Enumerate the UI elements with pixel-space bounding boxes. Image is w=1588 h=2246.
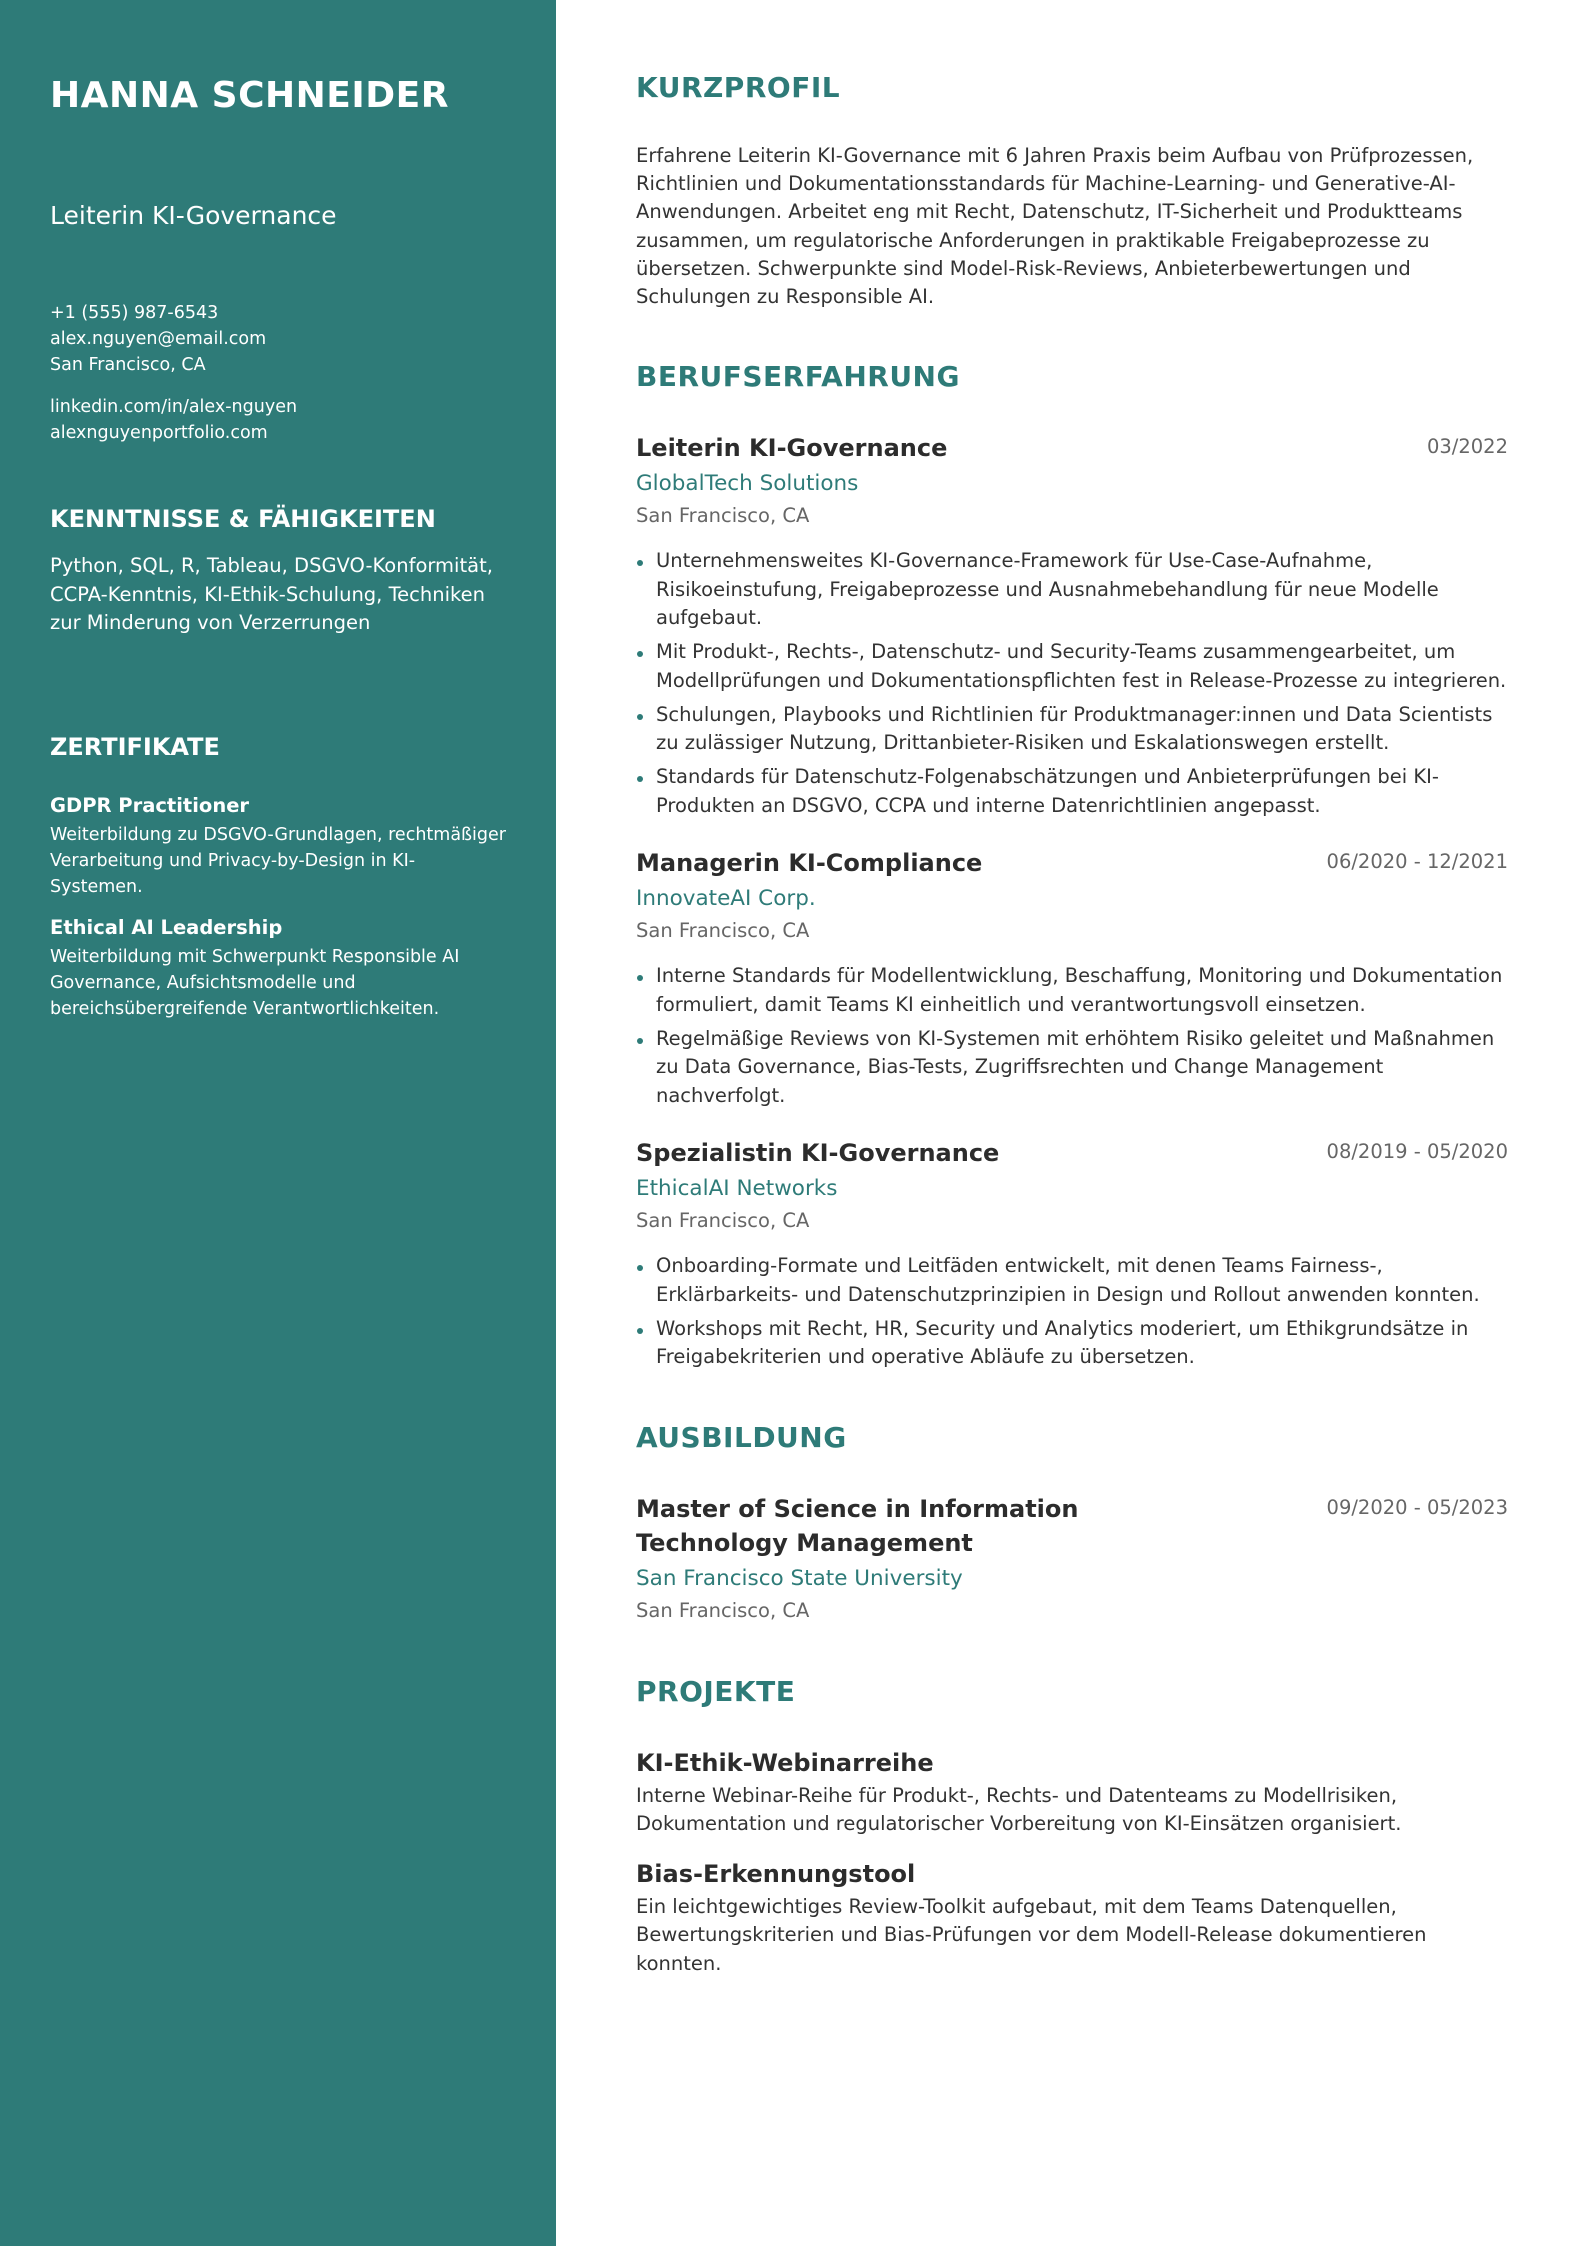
company-name: EthicalAI Networks [636, 1176, 838, 1202]
certificate-item [50, 914, 506, 1022]
experience-entry [636, 1136, 1508, 1372]
job-date: 08/2019 - 05/2020 [1326, 1140, 1508, 1164]
projects-heading: PROJEKTE [636, 1674, 796, 1708]
summary-text: Erfahrene Leiterin KI-Governance mit 6 Jahren Praxis beim Aufbau von Prüfprozessen, Richtlinien und Dokumentationsstandards für Machine-Learning- und Generative-AI-Anwendungen. Arbeitet eng mit Recht, Datenschutz, IT-Sicherheit und Produktteams zusammen, um regulatorische Anforderungen in praktikable Freigabeprozesse zu übersetzen. Schwerpunkte sind Model-Risk-Reviews, Anbieterbewertungen und Schulungen zu Responsible AI. [636, 144, 1474, 309]
project-description: Interne Webinar-Reihe für Produkt-, Rechts- und Datenteams zu Modellrisiken, Dokumentation und regulatorischer Vorbereitung von KI-Einsätzen organisiert. [636, 1783, 1402, 1836]
job-location: San Francisco, CA [636, 1209, 810, 1233]
job-bullets [636, 962, 1508, 1110]
certificate-item [50, 792, 506, 900]
experience-section [636, 359, 1508, 1372]
certificate-title: GDPR Practitioner [50, 793, 250, 817]
company-name: InnovateAI Corp. [636, 886, 816, 912]
job-bullets [636, 1252, 1508, 1372]
candidate-name: HANNA SCHNEIDER [50, 75, 449, 116]
skills-heading: KENNTNISSE & FÄHIGKEITEN [50, 505, 436, 533]
summary-section [636, 70, 1508, 311]
summary-heading: KURZPROFIL [636, 71, 841, 104]
linkedin-link[interactable]: linkedin.com/in/alex-nguyen [50, 397, 298, 417]
certificates-heading: ZERTIFIKATE [50, 732, 220, 761]
education-heading: AUSBILDUNG [636, 1420, 847, 1454]
experience-heading: BERUFSERFAHRUNG [636, 360, 960, 394]
bullet-item: Schulungen, Playbooks und Richtlinien für Produktmanager:innen und Data Scientists zu zulässiger Nutzung, Drittanbieter-Risiken und Eskalationswegen erstellt. [636, 701, 1508, 758]
job-date: 03/2022 [1426, 435, 1508, 459]
experience-entry [636, 431, 1508, 820]
project-title: Bias-Erkennungstool [636, 1859, 916, 1888]
job-location: San Francisco, CA [636, 919, 810, 943]
project-title: KI-Ethik-Webinarreihe [636, 1748, 934, 1777]
job-date: 06/2020 - 12/2021 [1326, 850, 1508, 874]
contact-links [50, 394, 506, 446]
certificate-title: Ethical AI Leadership [50, 915, 283, 939]
project-item [636, 1857, 1508, 1979]
education-section [636, 1420, 1508, 1626]
education-entry [636, 1492, 1508, 1626]
job-title: Leiterin KI-Governance [636, 434, 948, 463]
job-title: Spezialistin KI-Governance [636, 1139, 1000, 1168]
sidebar [0, 0, 556, 2246]
bullet-item: Regelmäßige Reviews von KI-Systemen mit erhöhtem Risiko geleitet und Maßnahmen zu Data Governance, Bias-Tests, Zugriffsrechten und Change Management nachverfolgt. [636, 1025, 1508, 1111]
bullet-item: Onboarding-Formate und Leitfäden entwickelt, mit denen Teams Fairness-, Erklärbarkeits- und Datenschutzprinzipien in Design und Rollout anwenden konnten. [636, 1252, 1508, 1309]
bullet-item: Interne Standards für Modellentwicklung, Beschaffung, Monitoring und Dokumentation formuliert, damit Teams KI einheitlich und verantwortungsvoll einsetzen. [636, 962, 1508, 1019]
projects-section [636, 1674, 1508, 1979]
degree-title: Master of Science in Information Technology Management [636, 1494, 1079, 1557]
school-name: San Francisco State University [636, 1565, 963, 1591]
portfolio-link[interactable]: alexnguyenportfolio.com [50, 423, 268, 443]
skills-text: Python, SQL, R, Tableau, DSGVO-Konformität, CCPA-Kenntnis, KI-Ethik-Schulung, Techniken zur Minderung von Verzerrungen [50, 554, 493, 634]
contact-info [50, 300, 506, 446]
company-name: GlobalTech Solutions [636, 471, 859, 497]
job-location: San Francisco, CA [636, 504, 810, 528]
candidate-role: Leiterin KI-Governance [50, 201, 337, 230]
certificate-description: Weiterbildung zu DSGVO-Grundlagen, rechtmäßiger Verarbeitung und Privacy-by-Design in KI-Systemen. [50, 824, 506, 897]
job-title: Managerin KI-Compliance [636, 849, 983, 878]
school-location: San Francisco, CA [636, 1598, 810, 1622]
contact-basic [50, 300, 506, 378]
project-description: Ein leichtgewichtiges Review-Toolkit aufgebaut, mit dem Teams Datenquellen, Bewertungskriterien und Bias-Prüfungen vor dem Modell-Release dokumentieren konnten. [636, 1894, 1427, 1975]
phone: +1 (555) 987-6543 [50, 303, 219, 323]
bullet-item: Workshops mit Recht, HR, Security und Analytics moderiert, um Ethikgrundsätze in Freigabekriterien und operative Abläufe zu übersetzen. [636, 1315, 1508, 1372]
education-date: 09/2020 - 05/2023 [1326, 1495, 1508, 1519]
bullet-item: Mit Produkt-, Rechts-, Datenschutz- und Security-Teams zusammengearbeitet, um Modellprüfungen und Dokumentationspflichten fest in Release-Prozesse zu integrieren. [636, 638, 1508, 695]
email[interactable]: alex.nguyen@email.com [50, 329, 267, 349]
project-item [636, 1746, 1508, 1839]
main-content [636, 70, 1508, 1978]
location: San Francisco, CA [50, 355, 206, 375]
certificate-description: Weiterbildung mit Schwerpunkt Responsible AI Governance, Aufsichtsmodelle und bereichsübergreifende Verantwortlichkeiten. [50, 946, 460, 1019]
bullet-item: Standards für Datenschutz-Folgenabschätzungen und Anbieterprüfungen bei KI-Produkten an DSGVO, CCPA und interne Datenrichtlinien angepasst. [636, 763, 1508, 820]
job-bullets [636, 547, 1508, 820]
experience-entry [636, 846, 1508, 1110]
bullet-item: Unternehmensweites KI-Governance-Framework für Use-Case-Aufnahme, Risikoeinstufung, Freigabeprozesse und Ausnahmebehandlung für neue Modelle aufgebaut. [636, 547, 1508, 633]
